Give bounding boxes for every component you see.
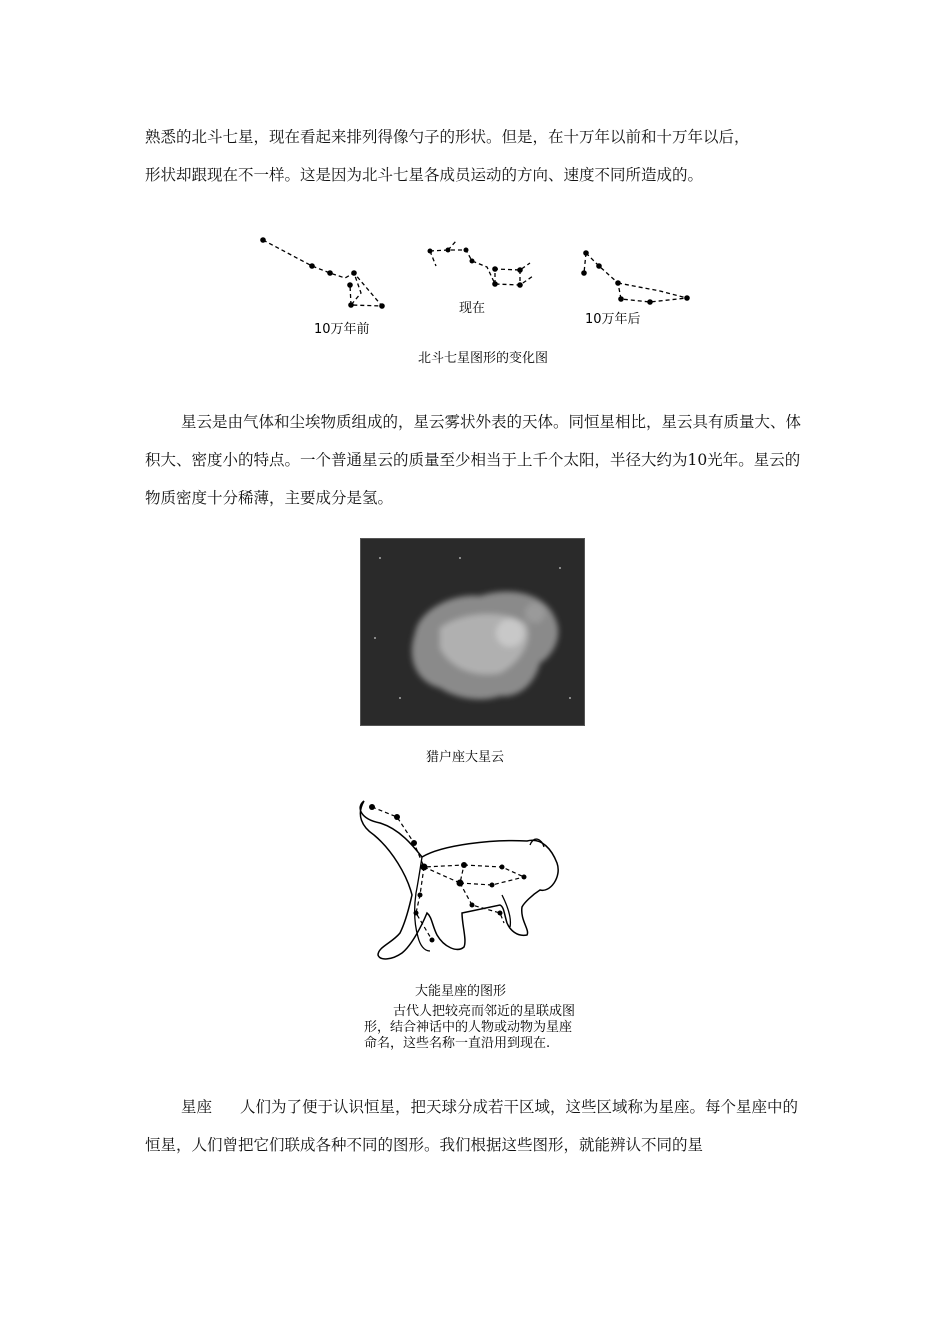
great-bear-constellation-drawing xyxy=(352,795,562,965)
paragraph-constellation xyxy=(145,1088,805,1164)
label-future: 10万年后 xyxy=(585,312,641,327)
figure-caption-bear: 大能星座的图形 xyxy=(415,984,507,999)
label-past: 10万年前 xyxy=(314,322,370,337)
figure-note-line: 形，结合神话中的人物或动物为星座 xyxy=(364,1020,573,1035)
orion-nebula-image xyxy=(360,538,585,726)
constellation-heading: 星座 xyxy=(181,1098,213,1116)
figure-caption-nebula: 猎户座大星云 xyxy=(426,750,505,765)
label-now: 现在 xyxy=(459,301,486,316)
paragraph-line: 形状却跟现在不一样。这是因为北斗七星各成员运动的方向、速度不同所造成的。 xyxy=(145,166,704,184)
paragraph-line: 熟悉的北斗七星，现在看起来排列得像勺子的形状。但是，在十万年以前和十万年以后， xyxy=(145,128,750,146)
constellation-text: 人们为了便于认识恒星，把天球分成若干区域，这些区域称为星座。每个星座中的恒星，人们曾把它们联成各种不同的图形。我们根据这些图形，就能辨认不同的星 xyxy=(145,1098,799,1154)
figure-caption-dipper: 北斗七星图形的变化图 xyxy=(418,351,549,366)
figure-note-line: 古代人把较亮而邻近的星联成图 xyxy=(393,1004,576,1019)
figure-note-line: 命名，这些名称一直沿用到现在. xyxy=(364,1036,551,1051)
paragraph-nebula: 星云是由气体和尘埃物质组成的，星云雾状外表的天体。同恒星相比，星云具有质量大、体积大、密度小的特点。一个普通星云的质量至少相当于上千个太阳，半径大约为10光年。星云的物质密度十分稀薄，主要成分是氢。 xyxy=(145,413,802,507)
paragraph-big-dipper xyxy=(145,118,805,194)
